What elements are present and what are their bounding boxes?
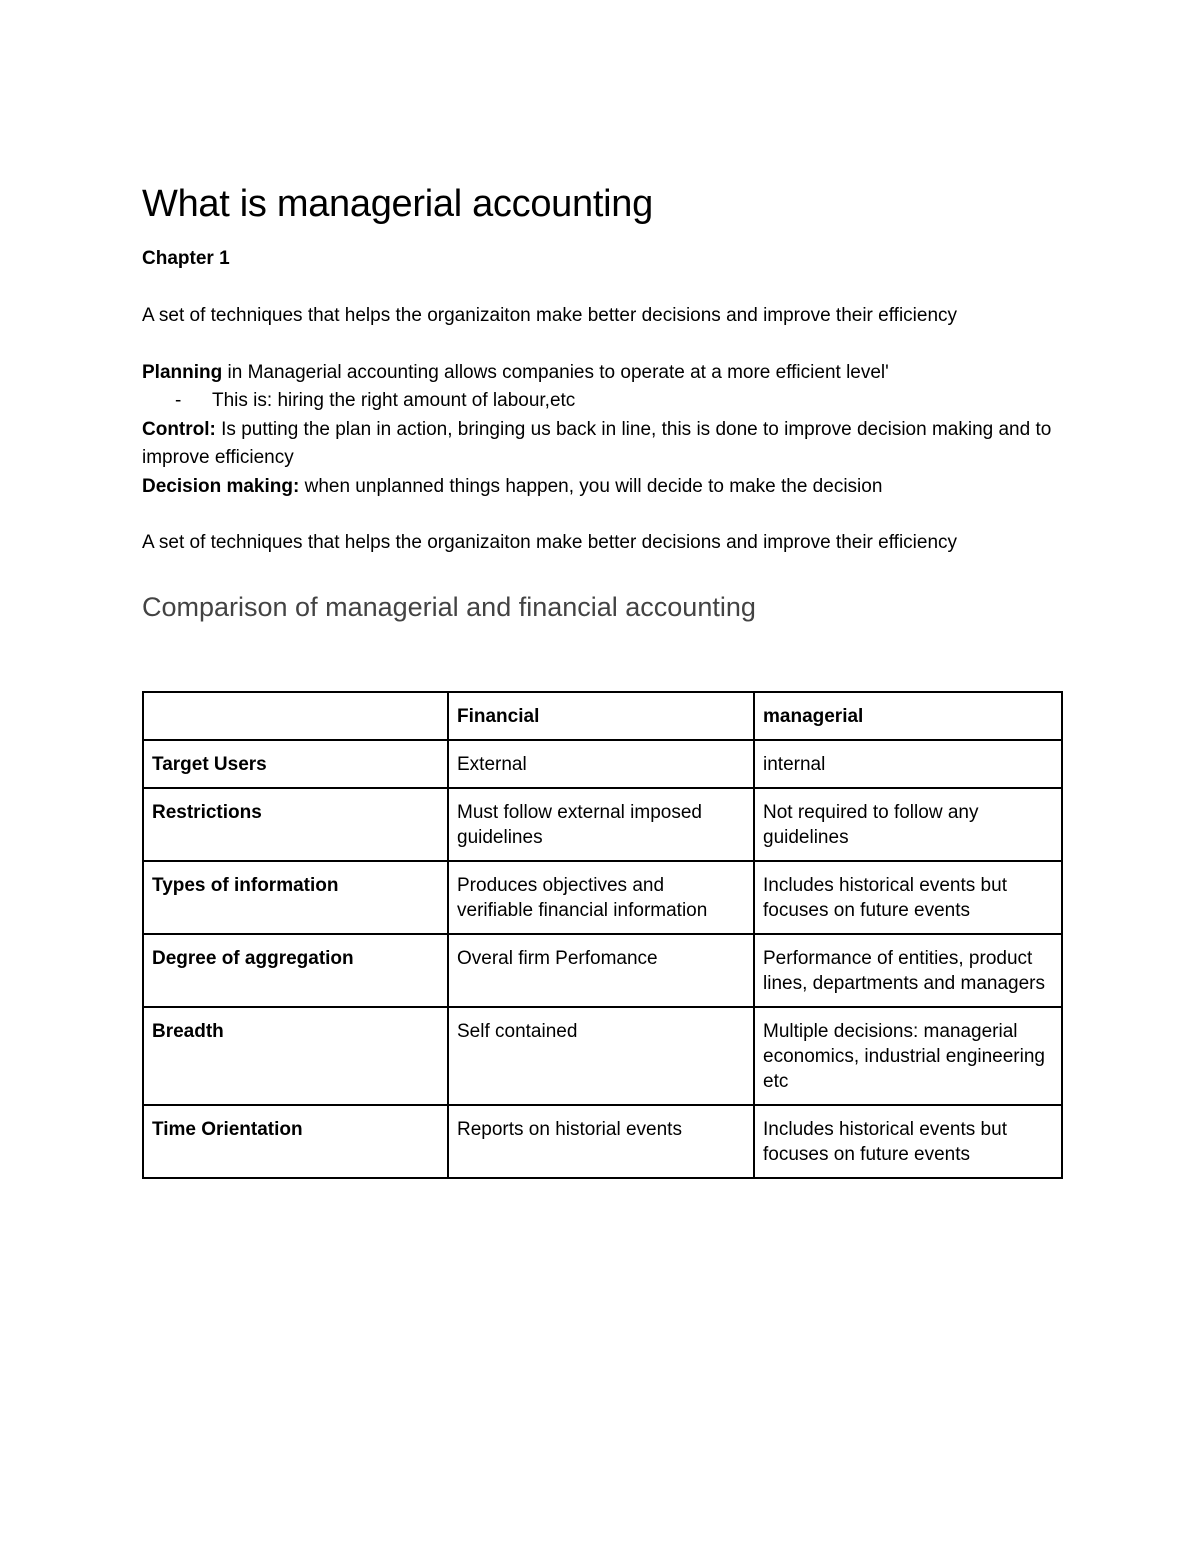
control-paragraph [142,416,1062,473]
header-cell-managerial: managerial [754,692,1062,740]
paragraph-spacer [142,331,1062,359]
row-label: Target Users [143,740,448,788]
header-cell-empty [143,692,448,740]
managerial-cell: internal [754,740,1062,788]
financial-cell: Overal firm Perfomance [448,934,754,1007]
managerial-cell: Includes historical events but focuses on future events [754,861,1062,934]
decision-text: when unplanned things happen, you will decide to make the decision [299,475,883,497]
bullet-dash: - [175,390,182,411]
row-label: Degree of aggregation [143,934,448,1007]
table-row [143,788,1062,861]
section-heading: Comparison of managerial and financial accounting [142,591,756,622]
decision-paragraph [142,473,1062,502]
planning-text: in Managerial accounting allows companies to operate at a more efficient level' [222,361,889,383]
row-label: Breadth [143,1007,448,1105]
intro-paragraph: A set of techniques that helps the organizaiton make better decisions and improve their efficiency [142,305,958,326]
table-row [143,740,1062,788]
table-row [143,861,1062,934]
financial-cell: External [448,740,754,788]
financial-cell: Must follow external imposed guidelines [448,788,754,861]
row-label: Restrictions [143,788,448,861]
financial-cell: Self contained [448,1007,754,1105]
document-page [142,180,1062,1179]
comparison-table [142,691,1063,1179]
row-label: Time Orientation [143,1105,448,1178]
document-title: What is managerial accounting [142,183,653,225]
planning-paragraph [142,359,1062,388]
managerial-cell: Multiple decisions: managerial economics, industrial engineering etc [754,1007,1062,1105]
managerial-cell: Not required to follow any guidelines [754,788,1062,861]
control-label: Control: [142,418,216,440]
table-row [143,934,1062,1007]
header-cell-financial: Financial [448,692,754,740]
control-text: Is putting the plan in action, bringing us back in line, this is done to improve decision making and to improve efficiency [142,418,1052,468]
managerial-cell: Includes historical events but focuses on future events [754,1105,1062,1178]
planning-bullet [142,387,1062,416]
chapter-label: Chapter 1 [142,248,230,269]
paragraph-spacer [142,501,1062,529]
intro-repeat-paragraph: A set of techniques that helps the organizaiton make better decisions and improve their efficiency [142,532,958,553]
managerial-cell: Performance of entities, product lines, departments and managers [754,934,1062,1007]
table-row [143,1007,1062,1105]
table-header-row [143,692,1062,740]
financial-cell: Produces objectives and verifiable financial information [448,861,754,934]
decision-label: Decision making: [142,475,300,497]
planning-label: Planning [142,361,223,383]
planning-bullet-text: This is: hiring the right amount of labour,etc [212,390,576,411]
financial-cell: Reports on historial events [448,1105,754,1178]
row-label: Types of information [143,861,448,934]
table-row [143,1105,1062,1178]
